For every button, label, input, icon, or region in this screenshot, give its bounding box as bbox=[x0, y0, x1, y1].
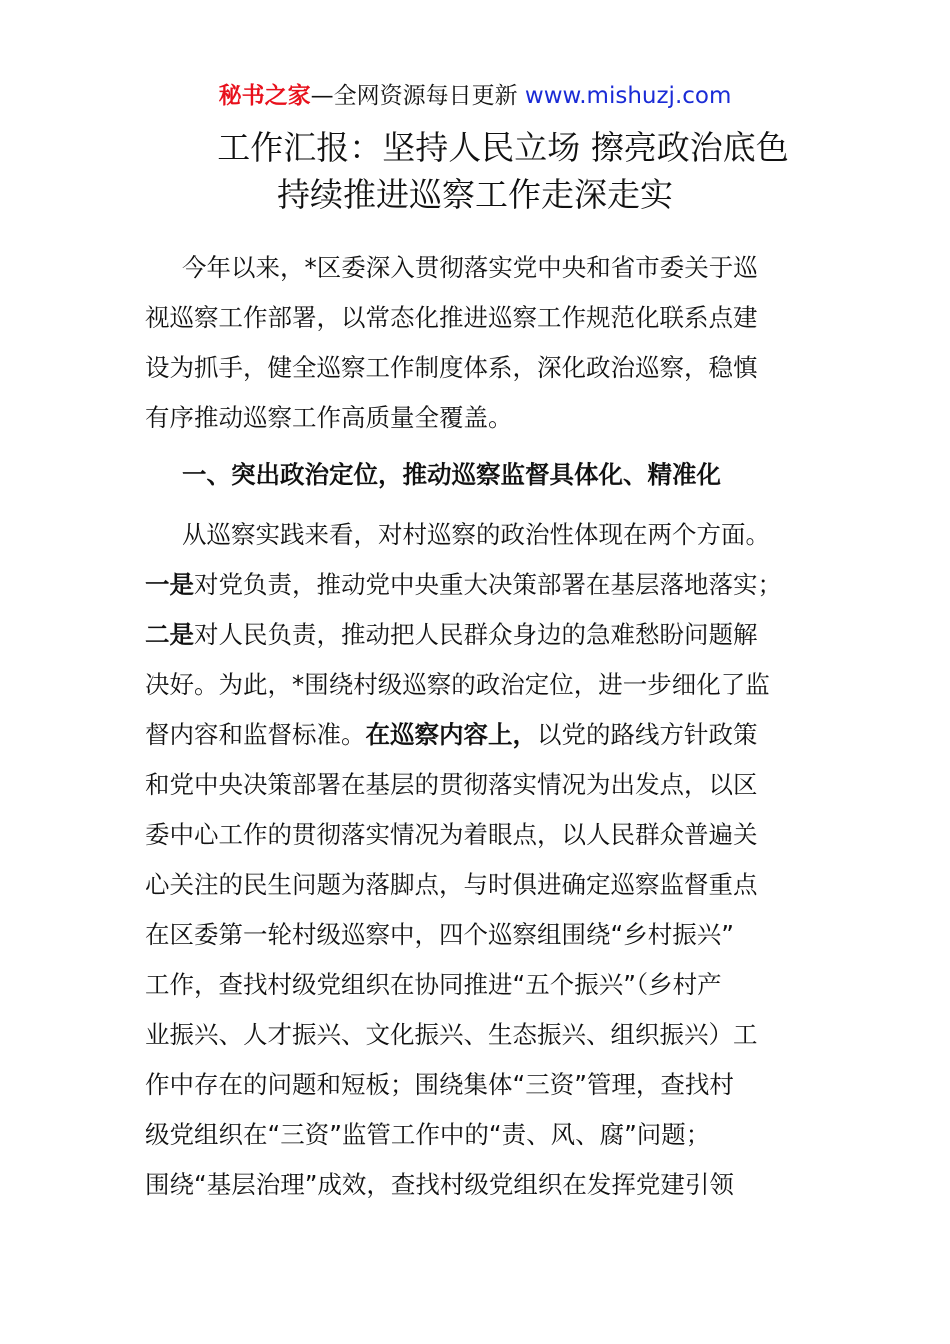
emphasis-text: 在巡察内容上， bbox=[365, 720, 537, 749]
paragraph-line: 委中心工作的贯彻落实情况为着眼点，以人民群众普遍关 bbox=[145, 820, 758, 849]
paragraph-line: 从巡察实践来看，对村巡察的政治性体现在两个方面。 bbox=[182, 520, 770, 549]
paragraph-text: 对党负责，推动党中央重大决策部署在基层落地落实； bbox=[194, 570, 782, 599]
paragraph-line: 和党中央决策部署在基层的贯彻落实情况为出发点，以区 bbox=[145, 770, 758, 799]
paragraph-line: 心关注的民生问题为落脚点，与时俱进确定巡察监督重点 bbox=[145, 870, 758, 899]
paragraph-line: 工作，查找村级党组织在协同推进“五个振兴”（乡村产 bbox=[145, 970, 722, 999]
paragraph-line: 今年以来，*区委深入贯彻落实党中央和省市委关于巡 bbox=[182, 253, 758, 282]
paragraph-line: 级党组织在“三资”监管工作中的“责、风、腐”问题； bbox=[145, 1120, 711, 1149]
paragraph-line: 在区委第一轮村级巡察中，四个巡察组围绕“乡村振兴” bbox=[145, 920, 734, 949]
paragraph-text: 对人民负责，推动把人民群众身边的急难愁盼问题解 bbox=[194, 620, 758, 649]
paragraph-line: 视巡察工作部署，以常态化推进巡察工作规范化联系点建 bbox=[145, 303, 758, 332]
paragraph-text: 以党的路线方针政策 bbox=[537, 720, 758, 749]
paragraph-line: 作中存在的问题和短板；围绕集体“三资”管理，查找村 bbox=[145, 1070, 734, 1099]
paragraph-line: 有序推动巡察工作高质量全覆盖。 bbox=[145, 403, 513, 432]
emphasis-text: 一是 bbox=[145, 570, 194, 599]
paragraph-line bbox=[145, 567, 782, 603]
site-url-link[interactable]: www.mishuzj.com bbox=[524, 83, 732, 109]
header-separator: — bbox=[310, 83, 334, 109]
paragraph-text: 督内容和监督标准。 bbox=[145, 720, 366, 749]
emphasis-text: 二是 bbox=[145, 620, 194, 649]
paragraph-line: 决好。为此，*围绕村级巡察的政治定位，进一步细化了监 bbox=[145, 670, 770, 699]
site-header bbox=[0, 80, 950, 112]
paragraph-line bbox=[145, 717, 758, 753]
site-brand: 秘书之家 bbox=[218, 83, 311, 109]
header-slogan: 全网资源每日更新 bbox=[333, 83, 518, 109]
paragraph-line bbox=[145, 617, 758, 653]
section-heading: 一、突出政治定位，推动巡察监督具体化、精准化 bbox=[182, 460, 721, 489]
paragraph-line: 业振兴、人才振兴、文化振兴、生态振兴、组织振兴）工 bbox=[145, 1020, 758, 1049]
document-title-line-1: 工作汇报：坚持人民立场 擦亮政治底色 bbox=[217, 128, 789, 167]
paragraph-line: 设为抓手，健全巡察工作制度体系，深化政治巡察，稳慎 bbox=[145, 353, 758, 382]
paragraph-line: 围绕“基层治理”成效，查找村级党组织在发挥党建引领 bbox=[145, 1170, 734, 1199]
document-title-line-2: 持续推进巡察工作走深走实 bbox=[277, 175, 673, 214]
